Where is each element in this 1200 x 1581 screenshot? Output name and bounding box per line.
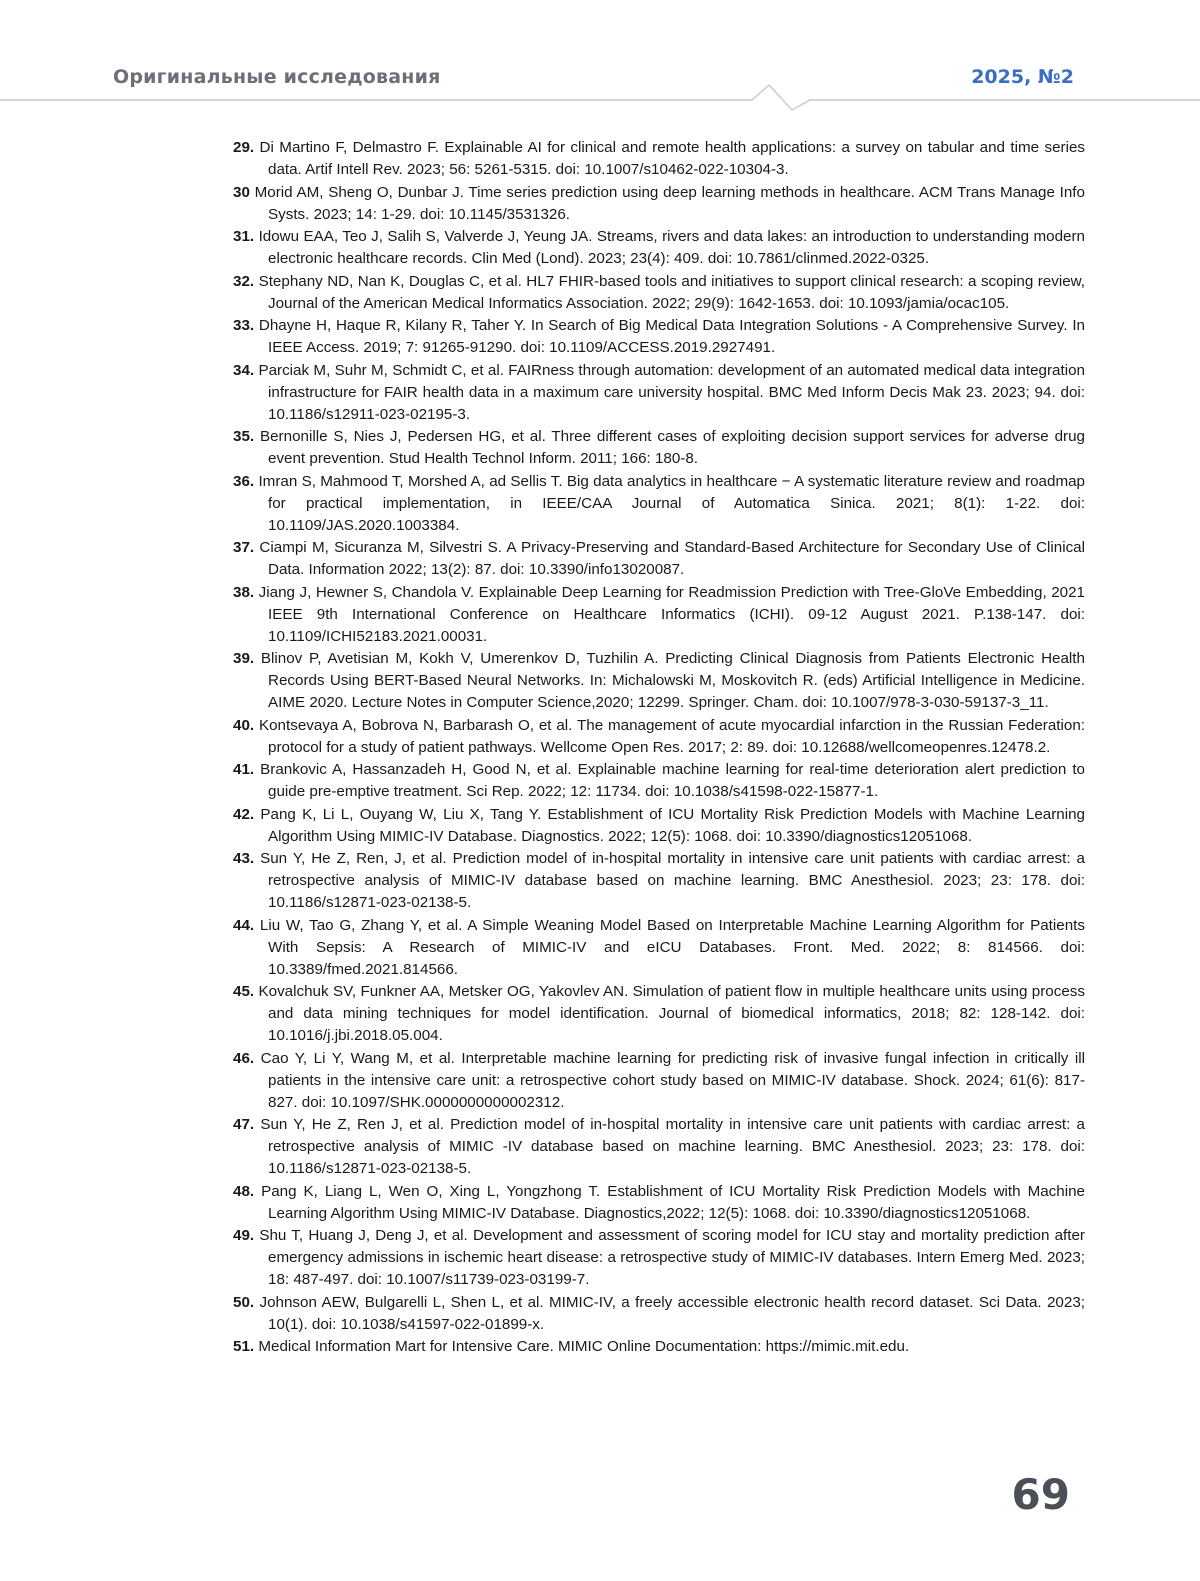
reference-number: 33. (233, 317, 254, 334)
reference-text: Pang K, Liang L, Wen O, Xing L, Yongzhong T. Establishment of ICU Mortality Risk Prediction Models with Machine Learning Algorithm Using MIMIC-IV Database. Diagnostics,2022; 12(5): 1068. doi: 10.3390/diagnostics12051068. (261, 1183, 1085, 1222)
reference-item (233, 1225, 1085, 1291)
reference-item (233, 1114, 1085, 1180)
reference-item (233, 426, 1085, 470)
reference-number: 30 (233, 184, 250, 201)
reference-text: Kontsevaya A, Bobrova N, Barbarash O, et al. The management of acute myocardial infarction in the Russian Federation: protocol for a study of patient pathways. Wellcome Open Res. 2017; 2: 89. doi: 10.12688/wellcomeopenres.12478.2. (259, 717, 1085, 756)
header-rule (0, 80, 1200, 120)
reference-item (233, 537, 1085, 581)
reference-number: 40. (233, 717, 254, 734)
reference-item (233, 1336, 1085, 1358)
reference-number: 45. (233, 983, 254, 1000)
reference-list (233, 137, 1085, 1359)
reference-number: 32. (233, 273, 254, 290)
reference-item (233, 1048, 1085, 1114)
reference-item (233, 1181, 1085, 1225)
reference-text: Cao Y, Li Y, Wang M, et al. Interpretable machine learning for predicting risk of invasive fungal infection in critically ill patients in the intensive care unit: a retrospective cohort study based on MIMIC-IV database. Shock. 2024; 61(6): 817-827. doi: 10.1097/SHK.0000000000002312. (261, 1050, 1085, 1111)
reference-text: Idowu EAA, Teo J, Salih S, Valverde J, Yeung JA. Streams, rivers and data lakes: an introduction to understanding modern electronic healthcare records. Clin Med (Lond). 2023; 23(4): 409. doi: 10.7861/clinmed.2022-0325. (259, 228, 1085, 267)
reference-item (233, 1292, 1085, 1336)
reference-number: 46. (233, 1050, 254, 1067)
reference-text: Imran S, Mahmood T, Morshed A, ad Sellis T. Big data analytics in healthcare − A systematic literature review and roadmap for practical implementation, in IEEE/CAA Journal of Automatica Sinica. 2021; 8(1): 1-22. doi: 10.1109/JAS.2020.1003384. (258, 473, 1085, 534)
reference-item (233, 582, 1085, 648)
reference-number: 48. (233, 1183, 254, 1200)
reference-text: Brankovic A, Hassanzadeh H, Good N, et al. Explainable machine learning for real-time deterioration alert prediction to guide pre-emptive treatment. Sci Rep. 2022; 12: 11734. doi: 10.1038/s41598-022-15877-1. (260, 761, 1085, 800)
reference-item (233, 271, 1085, 315)
reference-number: 51. (233, 1338, 254, 1355)
reference-item (233, 648, 1085, 714)
reference-text: Ciampi M, Sicuranza M, Silvestri S. A Privacy-Preserving and Standard-Based Architecture for Secondary Use of Clinical Data. Information 2022; 13(2): 87. doi: 10.3390/info13020087. (259, 539, 1085, 578)
reference-text: Shu T, Huang J, Deng J, et al. Development and assessment of scoring model for ICU stay and mortality prediction after emergency admissions in ischemic heart disease: a retrospective study of MIMIC-IV databases. Intern Emerg Med. 2023; 18: 487-497. doi: 10.1007/s11739-023-03199-7. (259, 1227, 1085, 1288)
reference-number: 43. (233, 850, 254, 867)
reference-text: Stephany ND, Nan K, Douglas C, et al. HL7 FHIR-based tools and initiatives to support clinical research: a scoping review, Journal of the American Medical Informatics Association. 2022; 29(9): 1642-1653. doi: 10.1093/jamia/ocac105. (259, 273, 1085, 312)
reference-number: 29. (233, 139, 254, 156)
reference-item (233, 804, 1085, 848)
reference-item (233, 471, 1085, 537)
reference-text: Sun Y, He Z, Ren, J, et al. Prediction model of in-hospital mortality in intensive care unit patients with cardiac arrest: a retrospective analysis of MIMIC-IV database based on machine learning. BMC Anesthesiol. 2023; 23: 178. doi: 10.1186/s12871-023-02138-5. (260, 850, 1085, 911)
reference-number: 38. (233, 584, 254, 601)
section-title: Оригинальные исследования (113, 66, 441, 88)
reference-text: Kovalchuk SV, Funkner AA, Metsker OG, Yakovlev AN. Simulation of patient flow in multiple healthcare units using process and data mining techniques for model identification. Journal of biomedical informatics, 2018; 82: 128-142. doi: 10.1016/j.jbi.2018.05.004. (259, 983, 1085, 1044)
reference-number: 31. (233, 228, 254, 245)
reference-item (233, 182, 1085, 226)
reference-item (233, 315, 1085, 359)
reference-number: 44. (233, 917, 254, 934)
reference-number: 35. (233, 428, 254, 445)
reference-text: Bernonille S, Nies J, Pedersen HG, et al. Three different cases of exploiting decision support services for adverse drug event prevention. Stud Health Technol Inform. 2011; 166: 180-8. (260, 428, 1085, 467)
reference-item (233, 915, 1085, 981)
reference-text: Jiang J, Hewner S, Chandola V. Explainable Deep Learning for Readmission Prediction with Tree-GloVe Embedding, 2021 IEEE 9th International Conference on Healthcare Informatics (ICHI). 09-12 August 2021. P.138-147. doi: 10.1109/ICHI52183.2021.00031. (259, 584, 1085, 645)
reference-item (233, 981, 1085, 1047)
page-number: 69 (1012, 1470, 1070, 1519)
reference-number: 36. (233, 473, 254, 490)
reference-number: 39. (233, 650, 254, 667)
reference-number: 42. (233, 806, 254, 823)
reference-text: Blinov P, Avetisian M, Kokh V, Umerenkov D, Tuzhilin A. Predicting Clinical Diagnosis from Patients Electronic Health Records Using BERT-Based Neural Networks. In: Michalowski M, Moskovitch R. (eds) Artificial Intelligence in Medicine. AIME 2020. Lecture Notes in Computer Science,2020; 12299. Springer. Cham. doi: 10.1007/978-3-030-59137-3_11. (261, 650, 1085, 711)
reference-text: Di Martino F, Delmastro F. Explainable AI for clinical and remote health applications: a survey on tabular and time series data. Artif Intell Rev. 2023; 56: 5261-5315. doi: 10.1007/s10462-022-10304-3. (260, 139, 1085, 178)
reference-item (233, 715, 1085, 759)
reference-item (233, 360, 1085, 426)
reference-text: Parciak M, Suhr M, Schmidt C, et al. FAIRness through automation: development of an automated medical data integration infrastructure for FAIR health data in a maximum care university hospital. BMC Med Inform Decis Mak 23. 2023; 94. doi: 10.1186/s12911-023-02195-3. (258, 362, 1085, 423)
reference-text: Medical Information Mart for Intensive Care. MIMIC Online Documentation: https://mimic.mit.edu. (258, 1338, 909, 1355)
reference-number: 47. (233, 1116, 254, 1133)
reference-number: 49. (233, 1227, 254, 1244)
reference-text: Liu W, Tao G, Zhang Y, et al. A Simple Weaning Model Based on Interpretable Machine Learning Algorithm for Patients With Sepsis: A Research of MIMIC-IV and eICU Databases. Front. Med. 2022; 8: 814566. doi: 10.3389/fmed.2021.814566. (260, 917, 1085, 978)
reference-item (233, 137, 1085, 181)
reference-text: Dhayne H, Haque R, Kilany R, Taher Y. In Search of Big Medical Data Integration Solutions - A Comprehensive Survey. In IEEE Access. 2019; 7: 91265-91290. doi: 10.1109/ACCESS.2019.2927491. (259, 317, 1085, 356)
reference-number: 37. (233, 539, 254, 556)
reference-number: 50. (233, 1294, 254, 1311)
reference-text: Sun Y, He Z, Ren J, et al. Prediction model of in-hospital mortality in intensive care unit patients with cardiac arrest: a retrospective analysis of MIMIC -IV database based on machine learning. BMC Anesthesiol. 2023; 23: 178. doi: 10.1186/s12871-023-02138-5. (260, 1116, 1085, 1177)
issue-label: 2025, №2 (971, 66, 1074, 88)
reference-item (233, 759, 1085, 803)
reference-text: Johnson AEW, Bulgarelli L, Shen L, et al. MIMIC-IV, a freely accessible electronic health record dataset. Sci Data. 2023; 10(1). doi: 10.1038/s41597-022-01899-x. (260, 1294, 1086, 1333)
reference-item (233, 848, 1085, 914)
reference-number: 34. (233, 362, 254, 379)
reference-text: Morid AM, Sheng O, Dunbar J. Time series prediction using deep learning methods in healthcare. ACM Trans Manage Info Systs. 2023; 14: 1-29. doi: 10.1145/3531326. (255, 184, 1085, 223)
reference-item (233, 226, 1085, 270)
reference-number: 41. (233, 761, 254, 778)
reference-text: Pang K, Li L, Ouyang W, Liu X, Tang Y. Establishment of ICU Mortality Risk Prediction Models with Machine Learning Algorithm Using MIMIC-IV Database. Diagnostics. 2022; 12(5): 1068. doi: 10.3390/diagnostics12051068. (260, 806, 1085, 845)
